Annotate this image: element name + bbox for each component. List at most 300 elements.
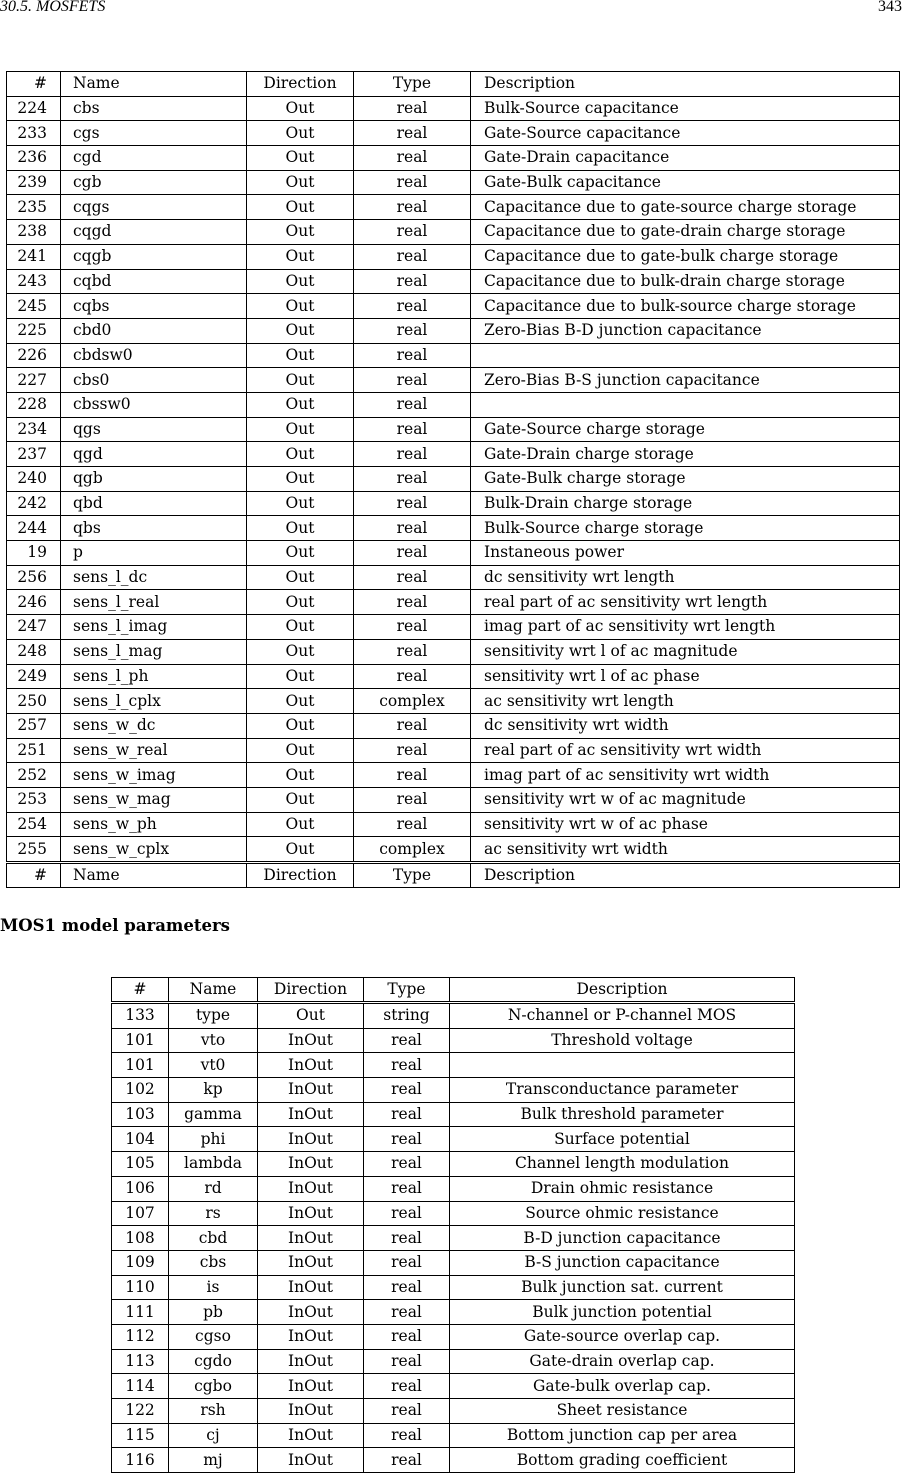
- table-row: [112, 1053, 795, 1078]
- cell-number: 115: [112, 1423, 169, 1448]
- table-row: [112, 1176, 795, 1201]
- cell-type: real: [364, 1300, 450, 1325]
- cell-type: real: [364, 1250, 450, 1275]
- cell-name: rs: [169, 1201, 258, 1226]
- cell-type: real: [354, 146, 471, 171]
- table-header-row: [112, 978, 795, 1003]
- cell-type: real: [354, 392, 471, 417]
- cell-type: real: [354, 565, 471, 590]
- cell-direction: Out: [247, 491, 354, 516]
- page-number: 343: [878, 0, 902, 15]
- cell-type: real: [354, 541, 471, 566]
- column-footer-type: Type: [354, 863, 471, 888]
- cell-direction: Out: [247, 442, 354, 467]
- cell-number: 254: [7, 812, 61, 837]
- cell-type: real: [364, 1201, 450, 1226]
- cell-description: Bulk-Source capacitance: [471, 96, 900, 121]
- cell-description: Gate-bulk overlap cap.: [450, 1374, 795, 1399]
- cell-direction: InOut: [258, 1053, 364, 1078]
- cell-type: real: [364, 1448, 450, 1473]
- cell-number: 133: [112, 1003, 169, 1029]
- cell-description: Capacitance due to bulk-drain charge storage: [471, 269, 900, 294]
- cell-description: Bottom junction cap per area: [450, 1423, 795, 1448]
- cell-number: 101: [112, 1053, 169, 1078]
- cell-name: cbs: [169, 1250, 258, 1275]
- cell-number: 249: [7, 664, 61, 689]
- cell-direction: InOut: [258, 1176, 364, 1201]
- cell-number: 248: [7, 639, 61, 664]
- cell-description: B-S junction capacitance: [450, 1250, 795, 1275]
- cell-description: Bulk threshold parameter: [450, 1102, 795, 1127]
- column-footer-number: #: [7, 863, 61, 888]
- column-header-type: Type: [364, 978, 450, 1003]
- table-row: [7, 664, 900, 689]
- cell-number: 241: [7, 244, 61, 269]
- table-row: [7, 689, 900, 714]
- cell-name: kp: [169, 1078, 258, 1103]
- table-row: [112, 1448, 795, 1473]
- cell-direction: InOut: [258, 1423, 364, 1448]
- cell-number: 238: [7, 220, 61, 245]
- cell-name: qbs: [61, 516, 247, 541]
- column-header-name: Name: [169, 978, 258, 1003]
- cell-description: Source ohmic resistance: [450, 1201, 795, 1226]
- cell-direction: Out: [247, 787, 354, 812]
- table-row: [7, 442, 900, 467]
- cell-name: cgb: [61, 170, 247, 195]
- cell-direction: Out: [247, 318, 354, 343]
- cell-name: sens_w_dc: [61, 713, 247, 738]
- table-row: [7, 220, 900, 245]
- cell-type: real: [354, 615, 471, 640]
- cell-type: real: [354, 96, 471, 121]
- cell-description: sensitivity wrt w of ac phase: [471, 812, 900, 837]
- model-parameters-table: [111, 977, 795, 1473]
- table-row: [112, 1226, 795, 1251]
- cell-number: 106: [112, 1176, 169, 1201]
- column-header-number: #: [112, 978, 169, 1003]
- cell-direction: Out: [247, 615, 354, 640]
- cell-number: 255: [7, 837, 61, 863]
- cell-name: phi: [169, 1127, 258, 1152]
- table-row: [112, 1275, 795, 1300]
- cell-description: real part of ac sensitivity wrt length: [471, 590, 900, 615]
- cell-type: real: [354, 220, 471, 245]
- cell-description: Surface potential: [450, 1127, 795, 1152]
- cell-name: cgdo: [169, 1349, 258, 1374]
- cell-description: imag part of ac sensitivity wrt length: [471, 615, 900, 640]
- cell-name: cbd0: [61, 318, 247, 343]
- cell-number: 257: [7, 713, 61, 738]
- cell-description: imag part of ac sensitivity wrt width: [471, 763, 900, 788]
- cell-direction: Out: [247, 96, 354, 121]
- cell-type: real: [354, 491, 471, 516]
- cell-type: complex: [354, 837, 471, 863]
- cell-description: Bulk-Drain charge storage: [471, 491, 900, 516]
- cell-description: ac sensitivity wrt length: [471, 689, 900, 714]
- running-section-title: 30.5. MOSFETS: [0, 0, 106, 15]
- cell-description: Capacitance due to gate-source charge storage: [471, 195, 900, 220]
- table-body: [112, 1003, 795, 1473]
- cell-type: real: [364, 1176, 450, 1201]
- cell-direction: Out: [247, 689, 354, 714]
- table-row: [7, 763, 900, 788]
- table-row: [112, 1423, 795, 1448]
- cell-name: cbs0: [61, 368, 247, 393]
- cell-type: real: [354, 417, 471, 442]
- cell-description: Gate-Source capacitance: [471, 121, 900, 146]
- cell-direction: InOut: [258, 1201, 364, 1226]
- column-header-direction: Direction: [247, 72, 354, 97]
- cell-name: sens_w_imag: [61, 763, 247, 788]
- cell-description: Zero-Bias B-D junction capacitance: [471, 318, 900, 343]
- cell-type: complex: [354, 689, 471, 714]
- cell-number: 251: [7, 738, 61, 763]
- cell-direction: InOut: [258, 1102, 364, 1127]
- table-body: [7, 96, 900, 862]
- cell-direction: Out: [247, 195, 354, 220]
- cell-description: Channel length modulation: [450, 1152, 795, 1177]
- cell-number: 247: [7, 615, 61, 640]
- cell-number: 112: [112, 1324, 169, 1349]
- cell-number: 108: [112, 1226, 169, 1251]
- cell-number: 236: [7, 146, 61, 171]
- cell-number: 116: [112, 1448, 169, 1473]
- cell-number: 253: [7, 787, 61, 812]
- cell-name: type: [169, 1003, 258, 1029]
- cell-name: sens_l_mag: [61, 639, 247, 664]
- cell-description: Bulk junction sat. current: [450, 1275, 795, 1300]
- cell-name: cqgs: [61, 195, 247, 220]
- cell-name: qgb: [61, 467, 247, 492]
- column-header-direction: Direction: [258, 978, 364, 1003]
- cell-description: Bulk junction potential: [450, 1300, 795, 1325]
- cell-description: Threshold voltage: [450, 1028, 795, 1053]
- table-row: [7, 96, 900, 121]
- table-row: [112, 1399, 795, 1424]
- cell-number: 102: [112, 1078, 169, 1103]
- cell-type: real: [364, 1127, 450, 1152]
- table-row: [7, 195, 900, 220]
- column-header-description: Description: [471, 72, 900, 97]
- cell-name: p: [61, 541, 247, 566]
- cell-type: real: [354, 467, 471, 492]
- cell-description: Gate-Bulk charge storage: [471, 467, 900, 492]
- column-header-number: #: [7, 72, 61, 97]
- cell-direction: Out: [247, 417, 354, 442]
- cell-name: cqgd: [61, 220, 247, 245]
- cell-name: qgs: [61, 417, 247, 442]
- cell-number: 243: [7, 269, 61, 294]
- column-footer-description: Description: [471, 863, 900, 888]
- cell-number: 234: [7, 417, 61, 442]
- cell-name: sens_l_imag: [61, 615, 247, 640]
- cell-type: real: [364, 1275, 450, 1300]
- cell-number: 114: [112, 1374, 169, 1399]
- instance-parameters-table: [6, 71, 900, 888]
- cell-direction: Out: [247, 516, 354, 541]
- cell-description: [471, 392, 900, 417]
- cell-number: 235: [7, 195, 61, 220]
- cell-name: cbd: [169, 1226, 258, 1251]
- table-row: [112, 1300, 795, 1325]
- cell-type: real: [364, 1324, 450, 1349]
- column-header-type: Type: [354, 72, 471, 97]
- table-row: [112, 1152, 795, 1177]
- cell-number: 103: [112, 1102, 169, 1127]
- cell-description: Zero-Bias B-S junction capacitance: [471, 368, 900, 393]
- cell-name: sens_l_cplx: [61, 689, 247, 714]
- table-row: [7, 170, 900, 195]
- table-footer-row: [7, 863, 900, 888]
- cell-number: 107: [112, 1201, 169, 1226]
- cell-number: 101: [112, 1028, 169, 1053]
- cell-name: cgs: [61, 121, 247, 146]
- cell-type: real: [364, 1423, 450, 1448]
- table-row: [112, 1003, 795, 1029]
- cell-type: real: [354, 738, 471, 763]
- table-row: [7, 121, 900, 146]
- table-row: [112, 1324, 795, 1349]
- cell-name: gamma: [169, 1102, 258, 1127]
- cell-description: Gate-Bulk capacitance: [471, 170, 900, 195]
- cell-description: dc sensitivity wrt length: [471, 565, 900, 590]
- table-row: [7, 343, 900, 368]
- cell-type: real: [364, 1374, 450, 1399]
- cell-direction: Out: [247, 565, 354, 590]
- cell-type: real: [354, 121, 471, 146]
- cell-direction: Out: [247, 639, 354, 664]
- table-row: [7, 294, 900, 319]
- cell-name: rsh: [169, 1399, 258, 1424]
- cell-direction: Out: [258, 1003, 364, 1029]
- cell-number: 233: [7, 121, 61, 146]
- cell-description: Gate-Source charge storage: [471, 417, 900, 442]
- table-row: [112, 1349, 795, 1374]
- cell-direction: Out: [247, 220, 354, 245]
- table-row: [7, 590, 900, 615]
- cell-description: Gate-Drain charge storage: [471, 442, 900, 467]
- cell-description: Capacitance due to gate-drain charge storage: [471, 220, 900, 245]
- cell-direction: InOut: [258, 1127, 364, 1152]
- cell-direction: InOut: [258, 1324, 364, 1349]
- cell-type: real: [364, 1028, 450, 1053]
- table-row: [112, 1102, 795, 1127]
- cell-description: real part of ac sensitivity wrt width: [471, 738, 900, 763]
- cell-type: real: [364, 1078, 450, 1103]
- cell-type: real: [354, 812, 471, 837]
- cell-name: qbd: [61, 491, 247, 516]
- cell-direction: InOut: [258, 1349, 364, 1374]
- cell-name: cbs: [61, 96, 247, 121]
- cell-name: cgbo: [169, 1374, 258, 1399]
- cell-name: cqbs: [61, 294, 247, 319]
- table-row: [7, 491, 900, 516]
- cell-direction: InOut: [258, 1250, 364, 1275]
- cell-direction: InOut: [258, 1275, 364, 1300]
- cell-description: sensitivity wrt w of ac magnitude: [471, 787, 900, 812]
- cell-number: 246: [7, 590, 61, 615]
- cell-direction: Out: [247, 541, 354, 566]
- cell-description: Gate-drain overlap cap.: [450, 1349, 795, 1374]
- table-row: [7, 392, 900, 417]
- cell-direction: Out: [247, 294, 354, 319]
- cell-number: 244: [7, 516, 61, 541]
- cell-name: pb: [169, 1300, 258, 1325]
- cell-name: sens_w_mag: [61, 787, 247, 812]
- cell-name: qgd: [61, 442, 247, 467]
- cell-name: cbdsw0: [61, 343, 247, 368]
- cell-number: 242: [7, 491, 61, 516]
- page-header: [0, 0, 905, 20]
- cell-number: 122: [112, 1399, 169, 1424]
- table-row: [7, 541, 900, 566]
- cell-type: real: [364, 1152, 450, 1177]
- cell-number: 225: [7, 318, 61, 343]
- cell-number: 250: [7, 689, 61, 714]
- cell-description: Sheet resistance: [450, 1399, 795, 1424]
- cell-description: B-D junction capacitance: [450, 1226, 795, 1251]
- cell-description: Capacitance due to bulk-source charge storage: [471, 294, 900, 319]
- cell-number: 240: [7, 467, 61, 492]
- cell-type: real: [354, 713, 471, 738]
- cell-description: Drain ohmic resistance: [450, 1176, 795, 1201]
- cell-name: sens_w_cplx: [61, 837, 247, 863]
- table-row: [112, 1078, 795, 1103]
- cell-description: N-channel or P-channel MOS: [450, 1003, 795, 1029]
- cell-direction: Out: [247, 763, 354, 788]
- cell-direction: InOut: [258, 1226, 364, 1251]
- column-footer-direction: Direction: [247, 863, 354, 888]
- cell-name: cqgb: [61, 244, 247, 269]
- table-row: [112, 1374, 795, 1399]
- cell-description: Bulk-Source charge storage: [471, 516, 900, 541]
- cell-name: vto: [169, 1028, 258, 1053]
- cell-name: sens_w_real: [61, 738, 247, 763]
- cell-description: Transconductance parameter: [450, 1078, 795, 1103]
- section-heading: MOS1 model parameters: [0, 916, 230, 935]
- cell-number: 113: [112, 1349, 169, 1374]
- cell-type: real: [364, 1053, 450, 1078]
- cell-number: 245: [7, 294, 61, 319]
- table-row: [7, 738, 900, 763]
- cell-direction: Out: [247, 269, 354, 294]
- cell-name: cgd: [61, 146, 247, 171]
- cell-direction: Out: [247, 664, 354, 689]
- cell-type: real: [364, 1349, 450, 1374]
- cell-direction: InOut: [258, 1028, 364, 1053]
- column-header-description: Description: [450, 978, 795, 1003]
- cell-description: Gate-Drain capacitance: [471, 146, 900, 171]
- cell-type: real: [354, 318, 471, 343]
- cell-direction: Out: [247, 590, 354, 615]
- table-row: [112, 1127, 795, 1152]
- cell-direction: Out: [247, 392, 354, 417]
- cell-name: sens_l_real: [61, 590, 247, 615]
- cell-number: 252: [7, 763, 61, 788]
- cell-number: 105: [112, 1152, 169, 1177]
- cell-description: [450, 1053, 795, 1078]
- cell-direction: Out: [247, 343, 354, 368]
- cell-direction: InOut: [258, 1448, 364, 1473]
- column-footer-name: Name: [61, 863, 247, 888]
- cell-name: cgso: [169, 1324, 258, 1349]
- table-row: [7, 269, 900, 294]
- table-row: [112, 1250, 795, 1275]
- cell-number: 104: [112, 1127, 169, 1152]
- cell-type: real: [354, 516, 471, 541]
- table-row: [7, 565, 900, 590]
- cell-type: real: [354, 170, 471, 195]
- cell-type: real: [354, 294, 471, 319]
- table-row: [7, 516, 900, 541]
- cell-name: rd: [169, 1176, 258, 1201]
- cell-type: real: [354, 664, 471, 689]
- cell-type: real: [364, 1226, 450, 1251]
- cell-description: Capacitance due to gate-bulk charge storage: [471, 244, 900, 269]
- table-row: [7, 244, 900, 269]
- cell-description: Gate-source overlap cap.: [450, 1324, 795, 1349]
- cell-description: Bottom grading coefficient: [450, 1448, 795, 1473]
- cell-direction: Out: [247, 812, 354, 837]
- table-row: [7, 318, 900, 343]
- table-row: [112, 1028, 795, 1053]
- cell-type: string: [364, 1003, 450, 1029]
- cell-description: sensitivity wrt l of ac magnitude: [471, 639, 900, 664]
- table-row: [7, 787, 900, 812]
- cell-direction: Out: [247, 837, 354, 863]
- cell-type: real: [354, 343, 471, 368]
- cell-number: 256: [7, 565, 61, 590]
- cell-name: vt0: [169, 1053, 258, 1078]
- cell-type: real: [354, 639, 471, 664]
- cell-number: 226: [7, 343, 61, 368]
- cell-name: is: [169, 1275, 258, 1300]
- cell-name: cbssw0: [61, 392, 247, 417]
- cell-description: sensitivity wrt l of ac phase: [471, 664, 900, 689]
- table-row: [7, 639, 900, 664]
- cell-name: cj: [169, 1423, 258, 1448]
- table-row: [112, 1201, 795, 1226]
- cell-number: 111: [112, 1300, 169, 1325]
- cell-description: [471, 343, 900, 368]
- cell-type: real: [354, 590, 471, 615]
- cell-type: real: [354, 195, 471, 220]
- cell-direction: Out: [247, 146, 354, 171]
- cell-direction: InOut: [258, 1078, 364, 1103]
- cell-direction: Out: [247, 244, 354, 269]
- cell-description: Instaneous power: [471, 541, 900, 566]
- cell-direction: Out: [247, 121, 354, 146]
- cell-direction: Out: [247, 713, 354, 738]
- table-row: [7, 812, 900, 837]
- table-row: [7, 146, 900, 171]
- cell-number: 228: [7, 392, 61, 417]
- cell-name: lambda: [169, 1152, 258, 1177]
- table-header-row: [7, 72, 900, 97]
- cell-direction: InOut: [258, 1399, 364, 1424]
- cell-direction: Out: [247, 467, 354, 492]
- cell-type: real: [354, 763, 471, 788]
- cell-number: 19: [7, 541, 61, 566]
- cell-type: real: [364, 1102, 450, 1127]
- cell-name: sens_l_ph: [61, 664, 247, 689]
- table-row: [7, 368, 900, 393]
- column-header-name: Name: [61, 72, 247, 97]
- cell-type: real: [354, 269, 471, 294]
- table-row: [7, 837, 900, 863]
- cell-description: ac sensitivity wrt width: [471, 837, 900, 863]
